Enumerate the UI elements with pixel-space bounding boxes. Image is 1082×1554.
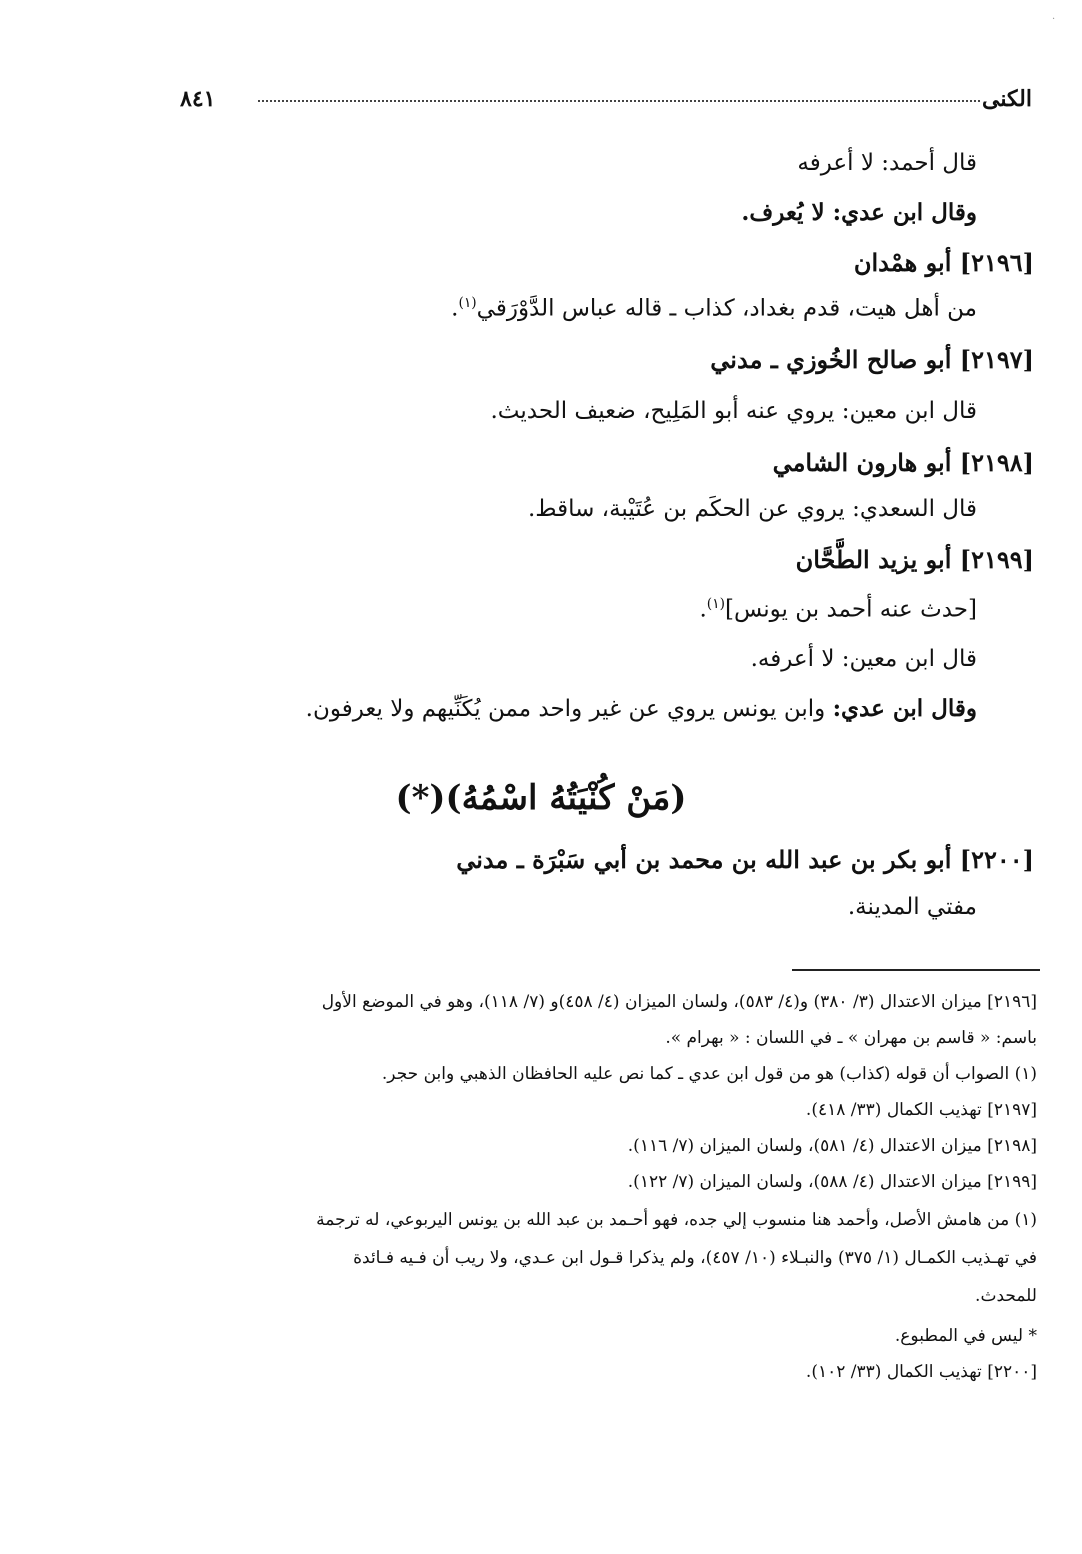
header-dotted-rule <box>258 100 980 102</box>
footnote-line: في تهـذيب الكمـال (١/ ٣٧٥) والنبـلاء (١٠/ ٤٥٧)، ولم يذكرا قـول ابن عـدي، ولا ريب أن فـيه فـائدة <box>353 1248 1037 1268</box>
footnote-separator <box>792 969 1040 971</box>
page-number: ٨٤١ <box>180 86 216 112</box>
bold-lead: وقال ابن عدي: <box>832 695 977 722</box>
running-header <box>180 86 1032 116</box>
body-line: قال أحمد: لا أعرفه <box>797 150 977 176</box>
body-text: [حدث عنه أحمد بن يونس] <box>724 596 977 623</box>
body-text: وابن يونس يروي عن غير واحد ممن يُكَنِّيهم ولا يعرفون. <box>305 696 833 722</box>
entry-heading-2199: [٢١٩٩] أبو يزيد الطَّحَّان <box>795 545 1034 574</box>
footnote-line: للمحدث. <box>975 1286 1037 1306</box>
footnote-line: [٢١٩٨] ميزان الاعتدال (٤/ ٥٨١)، ولسان الميزان (٧/ ١١٦). <box>627 1136 1037 1156</box>
body-text-end: . <box>699 596 707 623</box>
body-text-end: . <box>451 295 459 322</box>
body-text: من أهل هيت، قدم بغداد، كذاب ـ قاله عباس الدَّوْرَقي <box>476 295 977 322</box>
footnote-ref: (١) <box>458 295 477 311</box>
footnote-line: [٢١٩٧] تهذيب الكمال (٣٣/ ٤١٨). <box>805 1100 1037 1120</box>
body-line: قال ابن معين: لا أعرفه. <box>750 646 977 672</box>
body-line: مفتي المدينة. <box>847 894 977 920</box>
body-line: قال السعدي: يروي عن الحكَم بن عُتَيْبة، ساقط. <box>527 496 977 522</box>
footnote-line: [٢١٩٦] ميزان الاعتدال (٣/ ٣٨٠) و(٤/ ٥٨٣)، ولسان الميزان (٤/ ٤٥٨)و (٧/ ١١٨)، وهو في الموضع الأول <box>321 992 1037 1012</box>
entry-heading-2197: [٢١٩٧] أبو صالح الخُوزي ـ مدني <box>710 345 1034 374</box>
entry-heading-2198: [٢١٩٨] أبو هارون الشامي <box>772 448 1034 477</box>
entry-heading-2196: [٢١٩٦] أبو همْدان <box>853 248 1034 277</box>
body-line: وقال ابن عدي: لا يُعرف. <box>741 199 977 226</box>
footnote-ref: (١) <box>706 596 725 612</box>
body-line: قال ابن معين: يروي عنه أبو المَلِيح، ضعيف الحديث. <box>490 398 977 424</box>
entry-heading-2200: [٢٢٠٠] أبو بكر بن عبد الله بن محمد بن أبي سَبْرَة ـ مدني <box>456 845 1034 874</box>
margin-mark: · <box>1052 14 1056 25</box>
body-line <box>306 695 977 722</box>
section-heading: (مَنْ كُنْيَتُهُ اسْمُهُ)(*) <box>395 778 687 818</box>
body-line <box>451 295 977 322</box>
footnote-line: (١) من هامش الأصل، وأحمد هنا منسوب إلي جده، فهو أحـمد بن عبد الله بن يونس اليربوعي، له ترجمة <box>316 1210 1037 1230</box>
body-line <box>699 596 977 623</box>
footnote-line: (١) الصواب أن قوله (كذاب) هو من قول ابن عدي ـ كما نص عليه الحافظان الذهبي وابن حجر. <box>381 1064 1037 1084</box>
footnote-line: * ليس في المطبوع. <box>894 1326 1037 1346</box>
footnote-line: [٢١٩٩] ميزان الاعتدال (٤/ ٥٨٨)، ولسان الميزان (٧/ ١٢٢). <box>627 1172 1037 1192</box>
running-title: الكنى <box>982 86 1032 112</box>
footnote-line: باسم: « قاسم بن مهران » ـ في اللسان : « بهرام ». <box>665 1028 1037 1048</box>
footnote-line: [٢٢٠٠] تهذيب الكمال (٣٣/ ١٠٢). <box>805 1362 1037 1382</box>
